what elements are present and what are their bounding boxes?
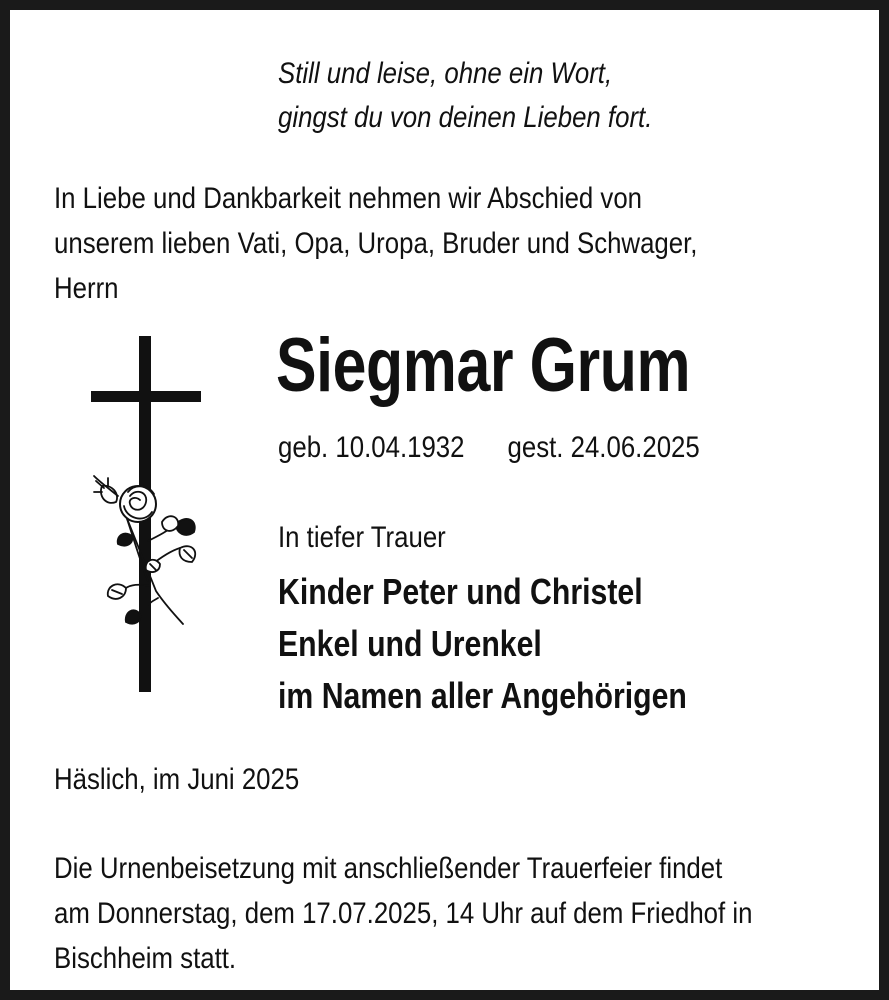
burial-notice (54, 846, 752, 981)
mourners-line-2: Enkel und Urenkel (278, 623, 542, 664)
burial-line-3: Bischheim statt. (54, 942, 237, 975)
burial-line-1: Die Urnenbeisetzung mit anschließender Trauerfeier findet (54, 852, 723, 885)
mourners-line-3: im Namen aller Angehörigen (278, 675, 687, 716)
mourning-intro: In tiefer Trauer (278, 521, 446, 554)
mourners-list (278, 566, 687, 722)
death-date: gest. 24.06.2025 (507, 431, 700, 464)
burial-line-2: am Donnerstag, dem 17.07.2025, 14 Uhr auf dem Friedhof in (54, 897, 753, 930)
intro-line-2: unserem lieben Vati, Opa, Uropa, Bruder und Schwager, (54, 227, 698, 260)
poem-line-2: gingst du von deinen Lieben fort. (278, 101, 653, 134)
birth-date: geb. 10.04.1932 (278, 431, 465, 464)
intro-line-3: Herrn (54, 272, 119, 305)
intro-text (54, 176, 697, 311)
cross-icon (88, 336, 208, 696)
life-dates (278, 428, 700, 468)
place-and-date: Häslich, im Juni 2025 (54, 763, 300, 796)
poem (278, 52, 652, 140)
mourners-line-1: Kinder Peter und Christel (278, 571, 643, 612)
deceased-name: Siegmar Grum (276, 323, 691, 408)
intro-line-1: In Liebe und Dankbarkeit nehmen wir Abschied von (54, 182, 643, 215)
poem-line-1: Still und leise, ohne ein Wort, (278, 57, 613, 90)
